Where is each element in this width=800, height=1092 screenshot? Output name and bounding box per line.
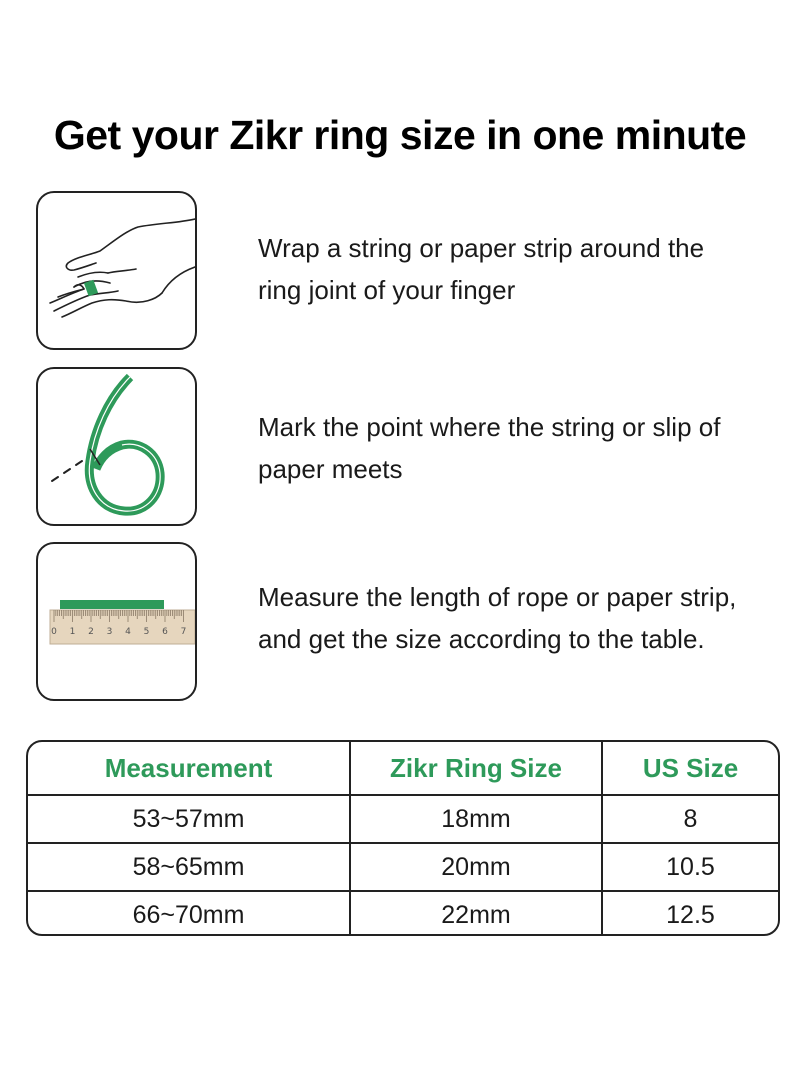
cell-us-size: 12.5: [666, 900, 715, 929]
cell-measurement: 53~57mm: [28, 795, 350, 843]
cell-measurement: 66~70mm: [28, 891, 350, 936]
table-header-row: [28, 742, 778, 795]
marked-strip-loop-icon: [38, 369, 195, 524]
header-us-size: US Size: [602, 742, 778, 795]
ruler-number-label: 0: [51, 627, 57, 637]
step-illustration-box: [36, 367, 197, 526]
ruler-number-label: 7: [180, 627, 187, 637]
ruler-number-label: 2: [88, 627, 94, 637]
page-title: Get your Zikr ring size in one minute: [53, 112, 747, 158]
step-instruction: Wrap a string or paper strip around the ring joint of your finger: [258, 233, 705, 305]
ruler-number-label: 5: [143, 627, 150, 637]
step-illustration-box: [36, 542, 197, 701]
cell-zikr-size: 22mm: [350, 891, 602, 936]
cell-zikr-size: 18mm: [350, 795, 602, 843]
table-row: [28, 795, 778, 843]
ruler-measure-icon: [38, 544, 195, 699]
cell-measurement: 58~65mm: [28, 843, 350, 891]
table-row: [28, 843, 778, 891]
step-instruction: Mark the point where the string or slip of paper meets: [258, 412, 721, 484]
cell-zikr-size: 20mm: [350, 843, 602, 891]
step-measure-length: [36, 542, 766, 702]
ring-size-table: [26, 740, 780, 936]
header-measurement: Measurement: [28, 742, 350, 795]
cell-us-size: 10.5: [602, 843, 778, 891]
step-illustration-box: [36, 191, 197, 350]
ruler-number-label: 4: [125, 627, 131, 637]
step-mark-point: [36, 367, 766, 527]
ruler-number-label: 3: [106, 627, 113, 637]
step-wrap-finger: [36, 191, 766, 351]
ruler-number-label: 1: [69, 627, 76, 637]
ruler-number-label: 6: [162, 627, 168, 637]
header-zikr-ring-size: Zikr Ring Size: [350, 742, 602, 795]
hand-with-ring-icon: [38, 193, 195, 348]
cell-us-size: 8: [602, 795, 778, 843]
table-row: [28, 891, 778, 936]
step-instruction: Measure the length of rope or paper strip, and get the size according to the table.: [258, 582, 737, 654]
